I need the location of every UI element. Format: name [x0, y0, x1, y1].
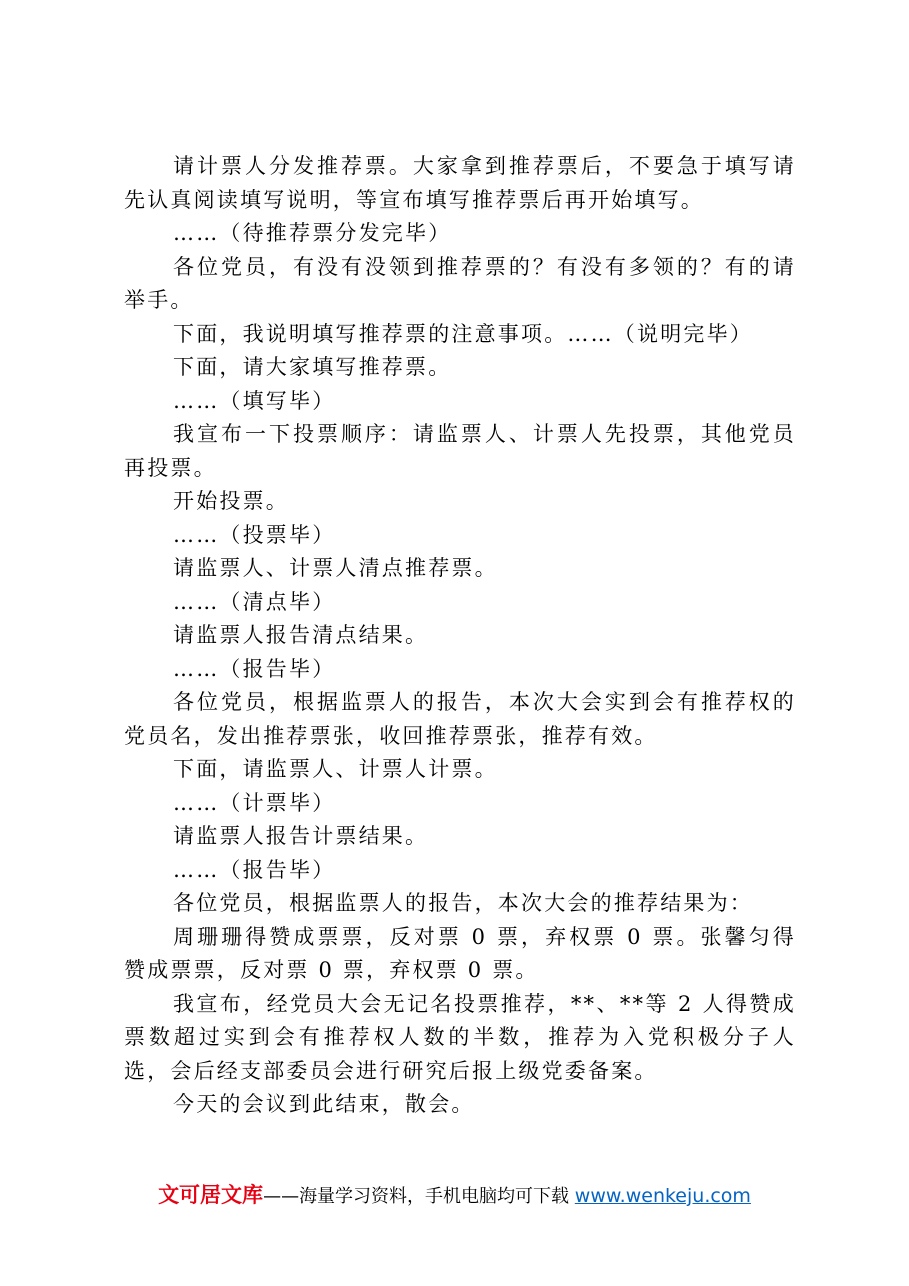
- paragraph: 开始投票。: [173, 489, 289, 513]
- paragraph: 今天的会议到此结束，散会。: [173, 1092, 475, 1116]
- paragraph: 下面，请监票人、计票人计票。: [173, 757, 498, 781]
- document-body: [124, 150, 796, 1122]
- paragraph: 下面，我说明填写推荐票的注意事项。……（说明完毕）: [173, 321, 753, 346]
- paragraph: 各位党员，根据监票人的报告，本次大会实到会有推荐权的党员名，发出推荐票张，收回推荐票张，推荐有效。: [124, 690, 796, 748]
- paragraph: ……（投票毕）: [173, 522, 336, 547]
- paragraph: 各位党员，根据监票人的报告，本次大会的推荐结果为：: [173, 891, 753, 915]
- paragraph: 请监票人报告清点结果。: [173, 623, 429, 647]
- footer-banner: [0, 1180, 909, 1212]
- paragraph: ……（填写毕）: [173, 388, 336, 413]
- paragraph: 请计票人分发推荐票。大家拿到推荐票后，不要急于填写请先认真阅读填写说明，等宣布填写推荐票后再开始填写。: [124, 154, 796, 212]
- paragraph: 请监票人、计票人清点推荐票。: [173, 556, 498, 580]
- paragraph: ……（报告毕）: [173, 857, 336, 882]
- paragraph: 下面，请大家填写推荐票。: [173, 355, 452, 379]
- paragraph: 周珊珊得赞成票票，反对票 0 票，弃权票 0 票。张馨匀得赞成票票，反对票 0 票，弃权票 0 票。: [124, 924, 796, 982]
- paragraph: ……（清点毕）: [173, 589, 336, 614]
- paragraph: ……（计票毕）: [173, 790, 336, 815]
- website-link[interactable]: www.wenkeju.com: [574, 1185, 751, 1207]
- paragraph: 我宣布一下投票顺序：请监票人、计票人先投票，其他党员再投票。: [124, 422, 796, 480]
- footer-tagline: ——海量学习资料，手机电脑均可下载: [263, 1186, 570, 1207]
- paragraph: ……（报告毕）: [173, 656, 336, 681]
- paragraph: 我宣布，经党员大会无记名投票推荐，**、**等 2 人得赞成票数超过实到会有推荐权人数的半数，推荐为入党积极分子人选，会后经支部委员会进行研究后报上级党委备案。: [124, 991, 796, 1083]
- brand-name: 文可居文库: [158, 1183, 264, 1207]
- paragraph: 各位党员，有没有没领到推荐票的？有没有多领的？有的请举手。: [124, 254, 796, 312]
- paragraph: 请监票人报告计票结果。: [173, 824, 429, 848]
- paragraph: ……（待推荐票分发完毕）: [173, 221, 452, 245]
